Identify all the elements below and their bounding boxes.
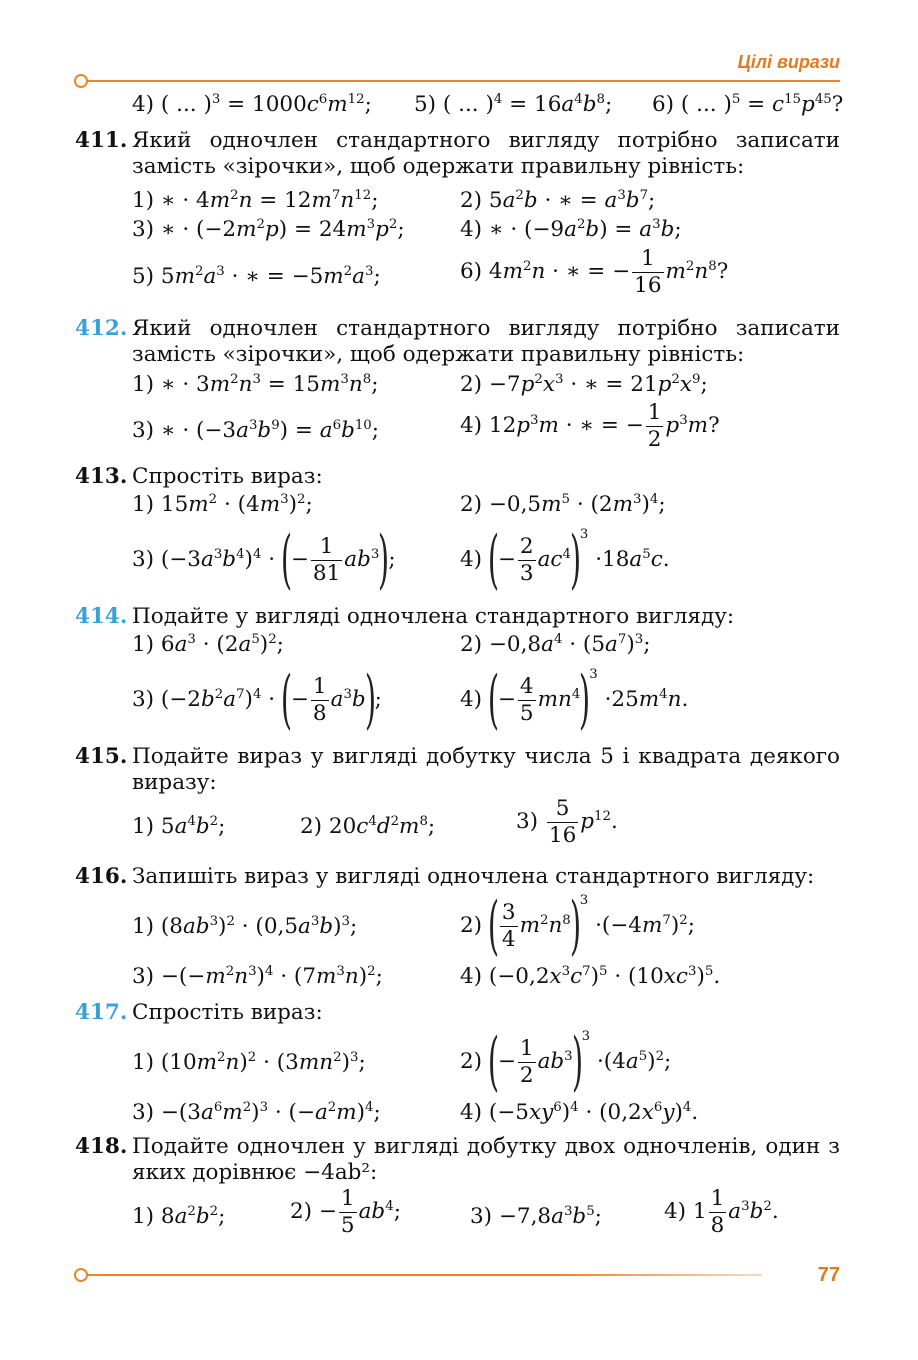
ex415-item-3: 3) $\frac{5}{16}$ $p^{12}$.	[516, 796, 618, 848]
exercise-number: 411.	[75, 128, 128, 153]
ex415-item-1: 1) $5a^4b^2$;	[132, 814, 226, 839]
ex411-item-3: 3) ∗ · $(-2m^2p) = 24m^3p^2$;	[132, 217, 405, 242]
ex416-item-3: $3) -(-m^2n^3)^4 \cdot (7m^3n)^2$;	[132, 964, 383, 989]
ex411-item-4: 4) ∗ · $(-9a^2b) = a^3b$;	[460, 217, 682, 242]
exercise-number: 417.	[75, 1000, 128, 1025]
prev-item-4: 4) ( ... )$^3 = 1000c^6m^{12}$;	[132, 92, 372, 117]
prev-item-5: 5) ( ... )$^4 = 16a^4b^8$;	[414, 92, 613, 117]
exercise-number: 414.	[75, 604, 128, 629]
ex411-item-6: 6) $4m^2n$ · ∗ = − $\frac{1}{16}$ $m^2n^8$?	[460, 246, 729, 298]
ex414-item-2: $2) -0,8a^4 \cdot (5a^7)^3$;	[460, 632, 651, 657]
ex417-item-3: $3) -(3a^6m^2)^3 \cdot (-a^2m)^4$;	[132, 1100, 381, 1125]
exercise-text: Подайте у вигляді одночлена стандартного вигляду:	[132, 604, 735, 629]
ex418-item-1: 1) $8a^2b^2$;	[132, 1204, 226, 1229]
ex411-item-5: 5) $5m^2a^3$ · ∗ = $-5m^2a^3$;	[132, 264, 381, 289]
ex412-item-1: 1) ∗ · $3m^2n^3 = 15m^3n^8$;	[132, 372, 379, 397]
ex411-item-1: 1) ∗ · $4m^2n = 12m^7n^{12}$;	[132, 188, 379, 213]
ex413-item-2: $2) -0,5m^5 \cdot (2m^3)^4$;	[460, 492, 666, 517]
ex417-item-1: 1) $(10m^2n)^2 \cdot (3mn^2)^3$;	[132, 1050, 366, 1075]
ex417-item-2: 2) (− $\frac{1}{2}$ $ab^3)^3 \cdot(4a^5)^2$;	[460, 1025, 672, 1099]
ex414-item-3: 3) $(-2b^2a^7)^4$ · (− $\frac{1}{8}$ $a^3b$);	[132, 663, 382, 737]
ex413-item-4: 4) (− $\frac{2}{3}$ $ac^4)^3 \cdot 18a^5c$.	[460, 523, 670, 597]
ex415-item-2: 2) $20c^4d^2m^8$;	[300, 814, 436, 839]
exercise-text: Подайте одночлен у вигляді добутку двох одночленів, один з яких дорівнює −4ab²:	[132, 1134, 840, 1185]
ex416-item-1: 1) $(8ab^3)^2 \cdot (0,5a^3b)^3$;	[132, 914, 358, 939]
exercise-text: Подайте вираз у вигляді добутку числа 5 і квадрата деякого виразу:	[132, 744, 840, 795]
ex414-item-4: 4) (− $\frac{4}{5}$ $mn^4)^3 \cdot 25m^4n$.	[460, 663, 689, 737]
exercise-number: 412.	[75, 316, 128, 341]
exercise-number: 413.	[75, 464, 128, 489]
prev-item-6: 6) ( ... )$^5 = c^{15}p^{45}$?	[652, 92, 844, 117]
exercise-number: 418.	[75, 1134, 128, 1159]
ex416-item-2: 2) ( $\frac{3}{4}$ $m^2n^8)^3 \cdot(-4m^7)^2$;	[460, 889, 695, 963]
ex413-item-1: 1) $15m^2 \cdot (4m^3)^2$;	[132, 492, 313, 517]
ex414-item-1: 1) $6a^3 \cdot (2a^5)^2$;	[132, 632, 284, 657]
ex418-item-4: 4) 1 $\frac{1}{8}$ $a^3b^2$.	[664, 1186, 779, 1238]
ex418-item-3: $3) -7,8a^3b^5$;	[470, 1204, 602, 1229]
ex412-item-2: $2) -7p^2x^3$ · ∗ = $21p^2x^9$;	[460, 372, 708, 397]
ex413-item-3: 3) $(-3a^3b^4)^4$ · (− $\frac{1}{81}$ $ab^3$);	[132, 523, 396, 597]
ex416-item-4: 4) $(-0,2x^3c^7)^5 \cdot (10xc^3)^5$.	[460, 964, 721, 989]
ex412-item-3: 3) ∗ · $(-3a^3b^9) = a^6b^{10}$;	[132, 418, 380, 443]
exercise-text: Який одночлен стандартного вигляду потрібно записати замість «зірочки», щоб одержати правильну рівність:	[132, 128, 840, 179]
exercise-text: Який одночлен стандартного вигляду потрібно записати замість «зірочки», щоб одержати правильну рівність:	[132, 316, 840, 367]
footer-rule	[86, 1274, 762, 1276]
exercise-text: Спростіть вираз:	[132, 1000, 323, 1025]
section-title: Цілі вирази	[737, 52, 840, 72]
ex418-item-2: 2) − $\frac{1}{5}$ $ab^4$;	[290, 1186, 401, 1238]
ex411-item-2: 2) $5a^2b$ · ∗ = $a^3b^7$;	[460, 188, 656, 213]
page-number: 77	[817, 1264, 840, 1286]
ex417-item-4: 4) $(-5xy^6)^4 \cdot (0,2x^6y)^4$.	[460, 1100, 699, 1125]
exercise-number: 415.	[75, 744, 128, 769]
exercise-number: 416.	[75, 864, 128, 889]
ex412-item-4: 4) $12p^3m$ · ∗ = − $\frac{1}{2}$ $p^3m$?	[460, 400, 720, 452]
exercise-text: Запишіть вираз у вигляді одночлена стандартного вигляду:	[132, 864, 815, 889]
exercise-text: Спростіть вираз:	[132, 464, 323, 489]
header-rule	[86, 80, 840, 82]
